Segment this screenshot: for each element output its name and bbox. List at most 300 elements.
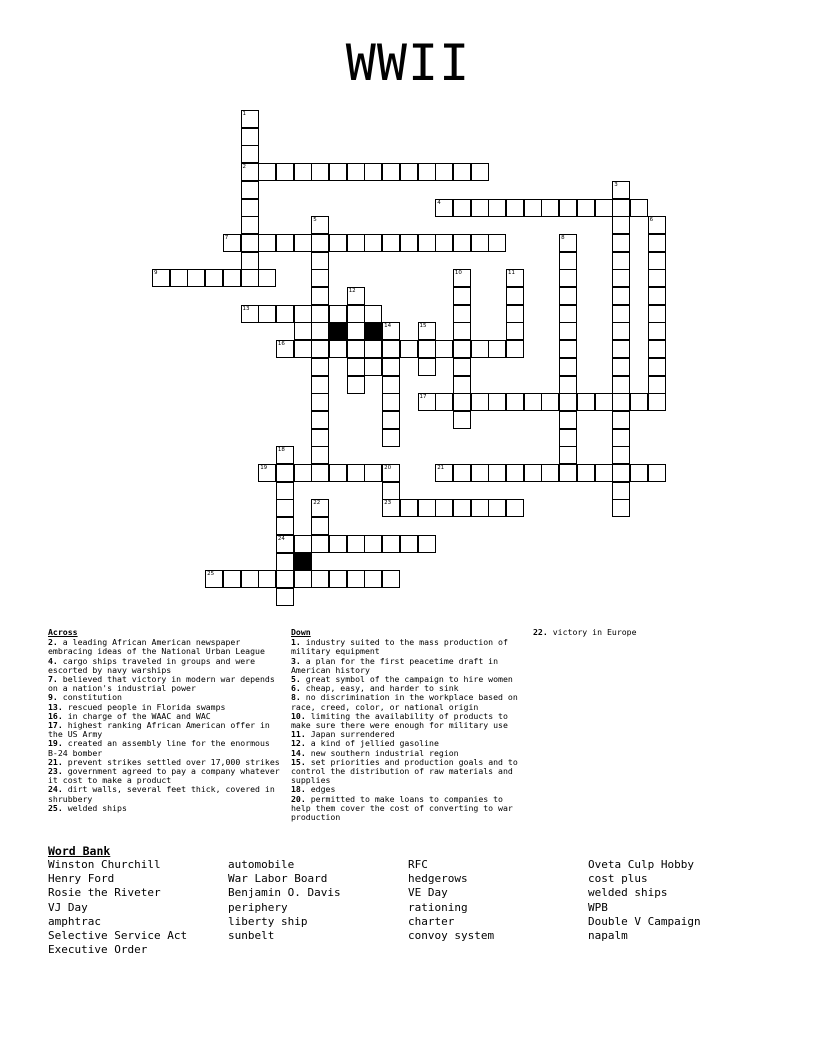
clue-number: 16. — [48, 710, 63, 721]
grid-cell[interactable] — [612, 216, 630, 234]
clue-number: 12. — [291, 738, 306, 749]
grid-cell[interactable] — [648, 322, 666, 340]
grid-cell[interactable] — [364, 570, 382, 588]
grid-cell[interactable] — [311, 446, 329, 464]
grid-cell[interactable] — [329, 305, 347, 323]
grid-cell[interactable] — [612, 252, 630, 270]
grid-cell[interactable] — [418, 234, 436, 252]
grid-cell[interactable] — [648, 252, 666, 270]
grid-cell[interactable] — [294, 234, 312, 252]
grid-cell[interactable] — [311, 535, 329, 553]
grid-cell[interactable] — [612, 499, 630, 517]
clue-number: 6 — [649, 217, 654, 224]
grid-cell[interactable] — [541, 464, 559, 482]
grid-cell[interactable] — [276, 553, 294, 571]
clue-item — [48, 767, 284, 785]
grid-cell[interactable] — [347, 376, 365, 394]
grid-cell[interactable] — [347, 464, 365, 482]
grid-cell[interactable] — [630, 199, 648, 217]
grid-cell[interactable] — [524, 464, 542, 482]
grid-cell[interactable] — [311, 517, 329, 535]
grid-cell[interactable] — [311, 340, 329, 358]
grid-cell[interactable] — [241, 216, 259, 234]
grid-cell[interactable] — [400, 163, 418, 181]
grid-cell[interactable] — [595, 464, 613, 482]
clue-number: 15. — [291, 756, 306, 767]
clue-item — [48, 804, 284, 813]
grid-cell[interactable] — [364, 535, 382, 553]
grid-cell[interactable] — [170, 269, 188, 287]
grid-cell[interactable] — [453, 287, 471, 305]
grid-cell[interactable] — [276, 499, 294, 517]
clue-number: 22 — [313, 500, 321, 507]
clue-number: 4 — [437, 199, 441, 206]
grid-cell[interactable] — [612, 181, 630, 199]
grid-cell[interactable] — [648, 269, 666, 287]
grid-cell[interactable] — [382, 340, 400, 358]
word-bank-item: Winston Churchill — [48, 858, 161, 871]
grid-cell[interactable] — [612, 199, 630, 217]
grid-cell[interactable] — [311, 234, 329, 252]
grid-cell[interactable] — [648, 376, 666, 394]
grid-cell[interactable] — [471, 464, 489, 482]
grid-cell[interactable] — [559, 322, 577, 340]
clue-number: 2 — [242, 164, 246, 171]
grid-cell[interactable] — [453, 499, 471, 517]
down-clues-continued — [533, 628, 769, 637]
grid-cell[interactable] — [241, 305, 259, 323]
grid-cell[interactable] — [559, 287, 577, 305]
grid-cell[interactable] — [276, 482, 294, 500]
grid-cell[interactable] — [347, 163, 365, 181]
clue-number: 3 — [614, 181, 618, 188]
clue-text: constitution — [62, 692, 122, 703]
clue-number: 24 — [277, 535, 285, 542]
clue-text: limiting the availability of products to make sure there were enough for military use — [291, 710, 508, 731]
grid-cell[interactable] — [382, 429, 400, 447]
grid-cell[interactable] — [364, 305, 382, 323]
grid-cell[interactable] — [559, 446, 577, 464]
clue-number: 21. — [48, 756, 63, 767]
grid-cell[interactable] — [276, 234, 294, 252]
grid-cell[interactable] — [311, 305, 329, 323]
grid-block — [364, 322, 382, 340]
clue-text: cheap, easy, and harder to sink — [305, 683, 459, 694]
grid-cell[interactable] — [559, 340, 577, 358]
grid-cell[interactable] — [435, 393, 453, 411]
grid-cell[interactable] — [364, 163, 382, 181]
grid-cell[interactable] — [241, 252, 259, 270]
grid-cell[interactable] — [453, 464, 471, 482]
grid-cell[interactable] — [471, 393, 489, 411]
word-bank-item: automobile — [228, 858, 295, 871]
grid-cell[interactable] — [329, 464, 347, 482]
grid-cell[interactable] — [612, 393, 630, 411]
grid-cell[interactable] — [400, 535, 418, 553]
grid-cell[interactable] — [488, 340, 506, 358]
grid-cell[interactable] — [559, 376, 577, 394]
grid-cell[interactable] — [294, 570, 312, 588]
grid-cell[interactable] — [630, 393, 648, 411]
clue-number: 7. — [48, 674, 58, 685]
grid-cell[interactable] — [329, 570, 347, 588]
grid-cell[interactable] — [559, 252, 577, 270]
clue-number: 19. — [48, 738, 63, 749]
grid-cell[interactable] — [418, 322, 436, 340]
grid-cell[interactable] — [612, 269, 630, 287]
clue-item — [291, 712, 527, 730]
grid-cell[interactable] — [329, 234, 347, 252]
grid-cell[interactable] — [595, 393, 613, 411]
grid-cell[interactable] — [648, 216, 666, 234]
grid-cell[interactable] — [294, 535, 312, 553]
grid-cell[interactable] — [506, 340, 524, 358]
grid-cell[interactable] — [241, 570, 259, 588]
grid-cell[interactable] — [453, 358, 471, 376]
grid-cell[interactable] — [258, 163, 276, 181]
grid-cell[interactable] — [382, 393, 400, 411]
grid-cell[interactable] — [506, 499, 524, 517]
clue-text: edges — [310, 784, 336, 795]
grid-cell[interactable] — [612, 287, 630, 305]
grid-cell[interactable] — [294, 163, 312, 181]
grid-cell[interactable] — [311, 252, 329, 270]
grid-cell[interactable] — [488, 393, 506, 411]
grid-cell[interactable] — [471, 234, 489, 252]
grid-cell[interactable] — [364, 234, 382, 252]
clue-item — [291, 693, 527, 711]
grid-cell[interactable] — [488, 464, 506, 482]
grid-cell[interactable] — [612, 305, 630, 323]
grid-cell[interactable] — [612, 358, 630, 376]
grid-cell[interactable] — [382, 464, 400, 482]
grid-cell[interactable] — [612, 411, 630, 429]
grid-cell[interactable] — [453, 305, 471, 323]
grid-cell[interactable] — [294, 322, 312, 340]
grid-cell[interactable] — [241, 181, 259, 199]
grid-cell[interactable] — [294, 340, 312, 358]
grid-cell[interactable] — [329, 163, 347, 181]
grid-cell[interactable] — [453, 234, 471, 252]
word-bank-item: Oveta Culp Hobby — [588, 858, 694, 871]
grid-cell[interactable] — [648, 393, 666, 411]
grid-cell[interactable] — [347, 570, 365, 588]
grid-cell[interactable] — [241, 234, 259, 252]
grid-cell[interactable] — [648, 287, 666, 305]
clue-text: no discrimination in the workplace based on race, creed, color, or national origin — [291, 692, 518, 712]
grid-cell[interactable] — [559, 358, 577, 376]
grid-cell[interactable] — [612, 234, 630, 252]
grid-cell[interactable] — [577, 464, 595, 482]
word-bank-item: sunbelt — [228, 929, 275, 943]
grid-cell[interactable] — [435, 340, 453, 358]
clue-text: believed that victory in modern war depends on a nation's industrial power — [48, 674, 275, 694]
grid-cell[interactable] — [205, 269, 223, 287]
word-bank-item: welded ships — [588, 886, 668, 900]
grid-cell[interactable] — [276, 588, 294, 606]
grid-cell[interactable] — [612, 429, 630, 447]
grid-cell[interactable] — [435, 199, 453, 217]
grid-cell[interactable] — [453, 199, 471, 217]
grid-cell[interactable] — [187, 269, 205, 287]
clue-text: industry suited to the mass production of military equipment — [291, 637, 508, 657]
grid-cell[interactable] — [258, 570, 276, 588]
grid-cell[interactable] — [311, 393, 329, 411]
grid-cell[interactable] — [241, 128, 259, 146]
grid-cell[interactable] — [382, 163, 400, 181]
grid-cell[interactable] — [453, 269, 471, 287]
clue-text: government agreed to pay a company whatever it cost to make a product — [48, 766, 280, 786]
down-heading: Down — [291, 627, 311, 637]
grid-cell[interactable] — [612, 464, 630, 482]
grid-cell[interactable] — [311, 163, 329, 181]
clue-number: 1. — [291, 637, 301, 648]
clue-number: 25. — [48, 802, 63, 813]
grid-cell[interactable] — [347, 305, 365, 323]
grid-cell[interactable] — [276, 570, 294, 588]
grid-cell[interactable] — [241, 145, 259, 163]
clue-text: highest ranking African American offer in the US Army — [48, 720, 270, 740]
grid-cell[interactable] — [347, 322, 365, 340]
grid-cell[interactable] — [524, 393, 542, 411]
grid-cell[interactable] — [241, 110, 259, 128]
word-bank-item: convoy system — [408, 929, 495, 943]
word-bank-item: WPB — [588, 900, 608, 914]
grid-cell[interactable] — [418, 340, 436, 358]
grid-cell[interactable] — [577, 199, 595, 217]
grid-cell[interactable] — [223, 570, 241, 588]
word-bank-column — [408, 858, 494, 943]
grid-cell[interactable] — [630, 464, 648, 482]
grid-cell[interactable] — [311, 411, 329, 429]
clue-number: 25 — [207, 571, 215, 578]
grid-cell[interactable] — [541, 393, 559, 411]
grid-cell[interactable] — [347, 535, 365, 553]
grid-cell[interactable] — [488, 199, 506, 217]
grid-cell[interactable] — [258, 234, 276, 252]
grid-cell[interactable] — [382, 322, 400, 340]
grid-cell[interactable] — [311, 376, 329, 394]
grid-cell[interactable] — [559, 199, 577, 217]
grid-cell[interactable] — [347, 340, 365, 358]
clue-text: great symbol of the campaign to hire women — [305, 674, 513, 685]
word-bank-item: VE Day — [408, 886, 448, 900]
clue-text: welded ships — [67, 802, 127, 813]
clue-text: dirt walls, several feet thick, covered in shrubbery — [48, 784, 275, 804]
grid-cell[interactable] — [311, 322, 329, 340]
clue-number: 20 — [384, 465, 392, 471]
grid-cell[interactable] — [311, 287, 329, 305]
grid-cell[interactable] — [453, 163, 471, 181]
grid-cell[interactable] — [241, 163, 259, 181]
grid-cell[interactable] — [223, 269, 241, 287]
grid-cell[interactable] — [311, 216, 329, 234]
grid-cell[interactable] — [241, 269, 259, 287]
word-bank-item: Selective Service Act — [48, 929, 188, 943]
grid-cell[interactable] — [559, 393, 577, 411]
grid-cell[interactable] — [471, 499, 489, 517]
grid-cell[interactable] — [471, 163, 489, 181]
grid-cell[interactable] — [648, 234, 666, 252]
grid-cell[interactable] — [276, 517, 294, 535]
page-title: WWII — [345, 34, 471, 92]
grid-cell[interactable] — [400, 499, 418, 517]
word-bank-column — [588, 858, 701, 943]
grid-cell[interactable] — [276, 446, 294, 464]
grid-cell[interactable] — [595, 199, 613, 217]
clue-number: 8 — [561, 234, 565, 241]
clue-number: 5 — [313, 217, 317, 224]
clue-number: 10 — [454, 270, 462, 277]
grid-cell[interactable] — [559, 305, 577, 323]
grid-cell[interactable] — [418, 358, 436, 376]
grid-cell[interactable] — [506, 199, 524, 217]
grid-cell[interactable] — [488, 499, 506, 517]
word-bank-item: Henry Ford — [48, 872, 115, 886]
down-clues — [291, 628, 527, 822]
grid-cell[interactable] — [347, 287, 365, 305]
clue-item — [48, 675, 284, 693]
grid-cell[interactable] — [294, 305, 312, 323]
grid-cell[interactable] — [559, 464, 577, 482]
grid-cell[interactable] — [577, 393, 595, 411]
clue-number: 18. — [291, 784, 306, 795]
clue-number: 13. — [48, 701, 63, 712]
grid-cell[interactable] — [400, 234, 418, 252]
grid-cell[interactable] — [648, 340, 666, 358]
clue-text: created an assembly line for the enormous B-24 bomber — [48, 738, 270, 758]
grid-cell[interactable] — [294, 464, 312, 482]
grid-cell[interactable] — [506, 287, 524, 305]
clue-number: 7 — [224, 234, 229, 241]
grid-cell[interactable] — [453, 322, 471, 340]
grid-cell[interactable] — [311, 570, 329, 588]
grid-cell[interactable] — [400, 340, 418, 358]
grid-cell[interactable] — [311, 464, 329, 482]
grid-cell[interactable] — [223, 234, 241, 252]
grid-cell[interactable] — [382, 234, 400, 252]
grid-cell[interactable] — [453, 340, 471, 358]
grid-cell[interactable] — [418, 163, 436, 181]
grid-cell[interactable] — [435, 464, 453, 482]
grid-cell[interactable] — [488, 234, 506, 252]
grid-cell[interactable] — [612, 322, 630, 340]
grid-cell[interactable] — [382, 570, 400, 588]
grid-cell[interactable] — [152, 269, 170, 287]
grid-cell[interactable] — [258, 464, 276, 482]
clue-number: 6. — [291, 683, 301, 694]
grid-cell[interactable] — [435, 163, 453, 181]
grid-cell[interactable] — [205, 570, 223, 588]
grid-cell[interactable] — [506, 305, 524, 323]
clue-number: 16 — [277, 341, 285, 348]
clue-number: 23. — [48, 766, 63, 777]
clue-item — [533, 628, 769, 637]
grid-cell[interactable] — [435, 234, 453, 252]
grid-cell[interactable] — [559, 429, 577, 447]
grid-cell[interactable] — [418, 535, 436, 553]
grid-cell[interactable] — [329, 535, 347, 553]
grid-cell[interactable] — [364, 340, 382, 358]
grid-cell[interactable] — [364, 358, 382, 376]
grid-cell[interactable] — [276, 340, 294, 358]
grid-cell[interactable] — [559, 411, 577, 429]
grid-cell[interactable] — [276, 163, 294, 181]
grid-cell[interactable] — [453, 411, 471, 429]
grid-cell[interactable] — [276, 535, 294, 553]
grid-cell[interactable] — [559, 269, 577, 287]
grid-cell[interactable] — [311, 269, 329, 287]
grid-cell[interactable] — [506, 393, 524, 411]
grid-cell[interactable] — [311, 499, 329, 517]
clue-item — [48, 721, 284, 739]
grid-cell[interactable] — [506, 322, 524, 340]
grid-cell[interactable] — [612, 340, 630, 358]
grid-cell[interactable] — [382, 376, 400, 394]
grid-cell[interactable] — [347, 358, 365, 376]
clue-number: 17. — [48, 720, 63, 731]
grid-cell[interactable] — [258, 305, 276, 323]
grid-cell[interactable] — [524, 199, 542, 217]
grid-cell[interactable] — [559, 234, 577, 252]
grid-cell[interactable] — [241, 199, 259, 217]
clue-number: 2. — [48, 637, 58, 648]
grid-cell[interactable] — [471, 199, 489, 217]
grid-cell[interactable] — [364, 464, 382, 482]
grid-cell[interactable] — [418, 393, 436, 411]
grid-cell[interactable] — [382, 535, 400, 553]
grid-cell[interactable] — [648, 358, 666, 376]
grid-cell[interactable] — [435, 499, 453, 517]
word-bank-item: charter — [408, 914, 455, 928]
grid-cell[interactable] — [276, 464, 294, 482]
grid-cell[interactable] — [648, 464, 666, 482]
clue-number: 12 — [348, 288, 356, 294]
clue-text: victory in Europe — [552, 627, 637, 637]
grid-cell[interactable] — [612, 376, 630, 394]
clue-text: permitted to make loans to companies to help them cover the cost of converting to war production — [291, 793, 513, 823]
clue-number: 19 — [260, 465, 268, 471]
grid-cell[interactable] — [329, 340, 347, 358]
grid-cell[interactable] — [382, 358, 400, 376]
clue-text: a plan for the first peacetime draft in American history — [291, 655, 499, 675]
grid-cell[interactable] — [453, 376, 471, 394]
grid-cell[interactable] — [382, 482, 400, 500]
grid-cell[interactable] — [506, 269, 524, 287]
grid-cell[interactable] — [382, 411, 400, 429]
grid-cell[interactable] — [311, 429, 329, 447]
grid-cell[interactable] — [382, 499, 400, 517]
grid-cell[interactable] — [612, 446, 630, 464]
grid-cell[interactable] — [418, 499, 436, 517]
grid-cell[interactable] — [506, 464, 524, 482]
clue-number: 20. — [291, 793, 306, 804]
grid-cell[interactable] — [541, 199, 559, 217]
grid-cell[interactable] — [648, 305, 666, 323]
grid-cell[interactable] — [453, 393, 471, 411]
clue-number: 24. — [48, 784, 63, 795]
clue-text: rescued people in Florida swamps — [67, 701, 226, 712]
grid-cell[interactable] — [311, 358, 329, 376]
word-bank-heading: Word Bank — [48, 844, 111, 858]
grid-cell[interactable] — [347, 234, 365, 252]
grid-cell[interactable] — [471, 340, 489, 358]
clue-number: 15 — [419, 323, 427, 330]
grid-cell[interactable] — [258, 269, 276, 287]
grid-cell[interactable] — [276, 305, 294, 323]
grid-cell[interactable] — [612, 482, 630, 500]
word-bank-item: napalm — [588, 929, 628, 943]
